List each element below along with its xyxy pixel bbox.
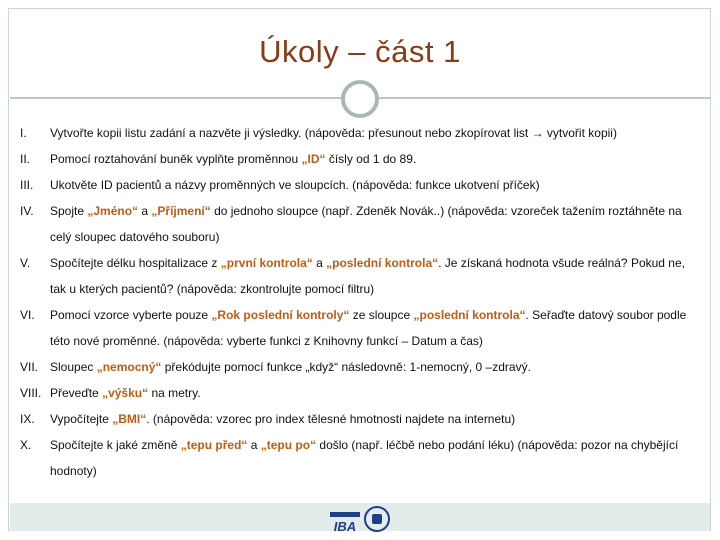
task-text-segment: ze sloupce <box>349 308 414 322</box>
task-list <box>20 120 700 484</box>
task-number: IX. <box>20 412 35 426</box>
highlighted-term: „poslední kontrola“ <box>413 308 526 322</box>
task-text-segment: Sloupec <box>50 360 97 374</box>
task-text <box>50 172 700 198</box>
task-item <box>20 198 700 250</box>
task-text-segment: Spojte <box>50 204 88 218</box>
task-text <box>50 302 700 354</box>
task-text-segment: . Je získaná hodnota všude reálná? Pokud ne, tak u kterých pacientů? (nápověda: zkontrolujte pomocí filtru) <box>50 256 685 296</box>
task-text <box>50 250 700 302</box>
task-text <box>50 354 700 380</box>
footer-bar <box>10 503 710 531</box>
task-number: I. <box>20 126 27 140</box>
task-item <box>20 120 700 146</box>
highlighted-term: „první kontrola“ <box>220 256 313 270</box>
task-text-segment: do jednoho sloupce (např. Zdeněk Novák..) (nápověda: vzoreček tažením roztáhněte na celý sloupec datového souboru) <box>50 204 682 244</box>
task-item <box>20 380 700 406</box>
task-item <box>20 406 700 432</box>
slide-title: Úkoly – část 1 <box>259 34 461 69</box>
highlighted-term: „Příjmení“ <box>151 204 211 218</box>
task-item <box>20 146 700 172</box>
task-text-segment: Pomocí vzorce vyberte pouze <box>50 308 212 322</box>
task-number: V. <box>20 256 31 270</box>
highlighted-term: „Jméno“ <box>87 204 139 218</box>
task-text <box>50 380 700 406</box>
highlighted-term: „tepu před“ <box>180 438 248 452</box>
task-number: II. <box>20 152 31 166</box>
task-item <box>20 432 700 484</box>
task-text-segment: došlo (např. léčbě nebo podání léku) (nápověda: pozor na chybějící hodnoty) <box>50 438 679 478</box>
highlighted-term: „Rok poslední kontroly“ <box>211 308 350 322</box>
circle-ornament-icon <box>341 80 379 118</box>
task-text-segment: Spočítejte délku hospitalizace z <box>50 256 221 270</box>
task-number: VII. <box>20 360 39 374</box>
task-text-segment: Pomocí roztahování buněk vyplňte proměnnou <box>50 152 302 166</box>
iba-logo-bar <box>330 512 360 517</box>
task-item <box>20 250 700 302</box>
task-number: III. <box>20 178 34 192</box>
iba-logo <box>330 512 360 534</box>
task-text <box>50 432 700 484</box>
highlighted-term: „ID“ <box>301 152 326 166</box>
task-number: IV. <box>20 204 34 218</box>
task-number: X. <box>20 438 32 452</box>
task-text <box>50 120 700 146</box>
task-item <box>20 302 700 354</box>
task-text-segment: čísly od 1 do 89. <box>325 152 417 166</box>
task-text-segment: a <box>247 438 261 452</box>
university-seal-icon <box>364 506 390 532</box>
task-text-segment: Spočítejte k jaké změně <box>50 438 181 452</box>
task-text-segment: Převeďte <box>50 386 103 400</box>
iba-logo-text: IBA <box>333 519 357 534</box>
seal-core <box>372 514 382 524</box>
task-text-segment: Vypočítejte <box>50 412 113 426</box>
highlighted-term: „poslední kontrola“ <box>326 256 439 270</box>
task-text-segment: na metry. <box>148 386 201 400</box>
task-text-segment: . Seřaďte datový soubor podle této nové proměnné. (nápověda: vyberte funkci z Knihovny funkcí – Datum a čas) <box>50 308 687 348</box>
highlighted-term: „výšku“ <box>102 386 149 400</box>
task-text <box>50 146 700 172</box>
task-text-segment: a <box>312 256 327 270</box>
highlighted-term: „tepu po“ <box>260 438 317 452</box>
task-text-segment: . (nápověda: vzorec pro index tělesné hmotnosti najdete na internetu) <box>146 412 516 426</box>
task-number: VIII. <box>20 386 42 400</box>
task-item <box>20 172 700 198</box>
task-text-segment: překódujte pomocí funkce „když“ následovně: 1-nemocný, 0 –zdravý. <box>161 360 531 374</box>
task-text-segment: Vytvořte kopii listu zadání a nazvěte ji výsledky. (nápověda: přesunout nebo zkopírovat list → vytvořit kopii) <box>50 126 617 140</box>
task-number: VI. <box>20 308 35 322</box>
task-item <box>20 354 700 380</box>
task-text-segment: a <box>138 204 152 218</box>
highlighted-term: „BMI“ <box>112 412 147 426</box>
task-text <box>50 406 700 432</box>
highlighted-term: „nemocný“ <box>96 360 162 374</box>
task-text <box>50 198 700 250</box>
task-text-segment: Ukotvěte ID pacientů a názvy proměnných ve sloupcích. (nápověda: funkce ukotvení příček) <box>50 178 540 192</box>
